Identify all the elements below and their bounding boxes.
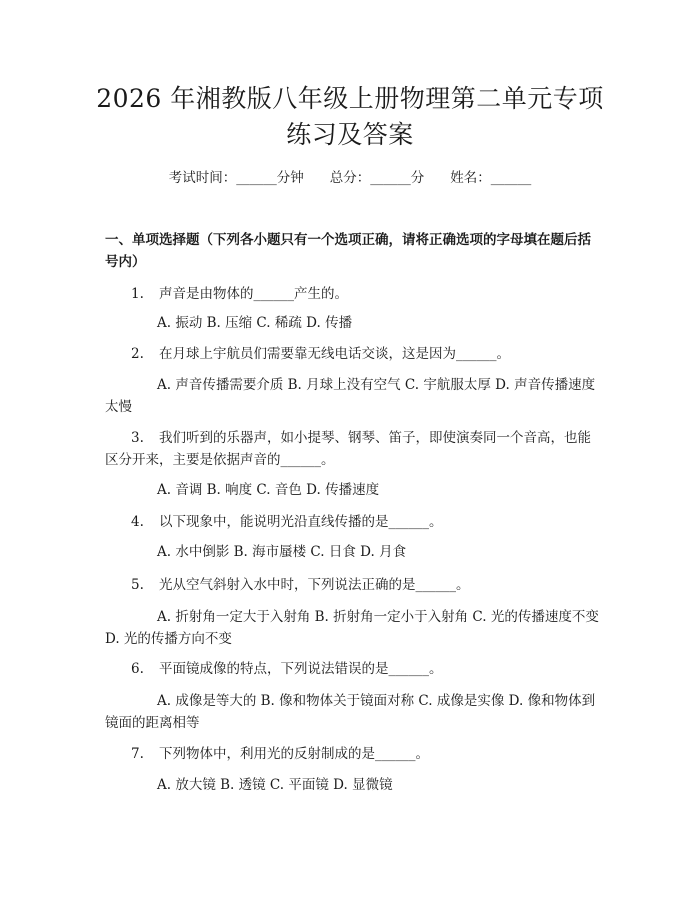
- question-1-options: A. 振动 B. 压缩 C. 稀疏 D. 传播: [157, 315, 353, 331]
- question-4-options: A. 水中倒影 B. 海市蜃楼 C. 日食 D. 月食: [157, 544, 407, 560]
- question-number: 6.: [131, 661, 144, 677]
- question-number: 4.: [131, 514, 144, 530]
- section-heading: 一、单项选择题（下列各小题只有一个选项正确，请将正确选项的字母填在题后括号内）: [105, 232, 591, 270]
- question-stem: 声音是由物体的______产生的。: [159, 286, 348, 302]
- question-6: [105, 658, 600, 680]
- question-7-options: A. 放大镜 B. 透镜 C. 平面镜 D. 显微镜: [157, 777, 393, 793]
- question-stem: 下列物体中，利用光的反射制成的是______。: [159, 746, 429, 762]
- document-title-line-2: 练习及答案: [286, 120, 414, 149]
- question-2: [105, 343, 600, 365]
- student-name-label: 姓名：______: [450, 170, 532, 186]
- question-number: 2.: [131, 346, 144, 362]
- question-number: 3.: [131, 430, 144, 446]
- question-number: 7.: [131, 746, 144, 762]
- question-stem: 以下现象中，能说明光沿直线传播的是______。: [159, 514, 443, 530]
- question-number: 5.: [131, 577, 144, 593]
- question-stem: 在月球上宇航员们需要靠无线电话交谈，这是因为______。: [159, 346, 510, 362]
- question-3-options: A. 音调 B. 响度 C. 音色 D. 传播速度: [157, 482, 380, 498]
- exam-time-label: 考试时间：______分钟: [168, 170, 304, 186]
- question-5-options: A. 折射角一定大于入射角 B. 折射角一定小于入射角 C. 光的传播速度不变 D. 光的传播方向不变: [105, 609, 599, 647]
- total-score-label: 总分：______分: [329, 170, 425, 186]
- question-6-options: A. 成像是等大的 B. 像和物体关于镜面对称 C. 成像是实像 D. 像和物体到镜面的距离相等: [105, 693, 596, 731]
- question-stem: 平面镜成像的特点，下列说法错误的是______。: [159, 661, 443, 677]
- question-5: [105, 574, 600, 596]
- document-title-line-1: 2026 年湘教版八年级上册物理第二单元专项: [96, 84, 604, 113]
- question-stem: 我们听到的乐器声，如小提琴、钢琴、笛子，即使演奏同一个音高，也能区分开来，主要是依据声音的______。: [105, 430, 591, 468]
- question-number: 1.: [131, 286, 144, 302]
- question-2-options: A. 声音传播需要介质 B. 月球上没有空气 C. 宇航服太厚 D. 声音传播速度太慢: [105, 377, 596, 415]
- question-stem: 光从空气斜射入水中时，下列说法正确的是______。: [159, 577, 470, 593]
- question-7: [105, 743, 600, 765]
- question-4: [105, 511, 600, 533]
- question-1: [105, 283, 600, 305]
- question-3: [105, 427, 600, 471]
- exam-info-line: [0, 168, 700, 188]
